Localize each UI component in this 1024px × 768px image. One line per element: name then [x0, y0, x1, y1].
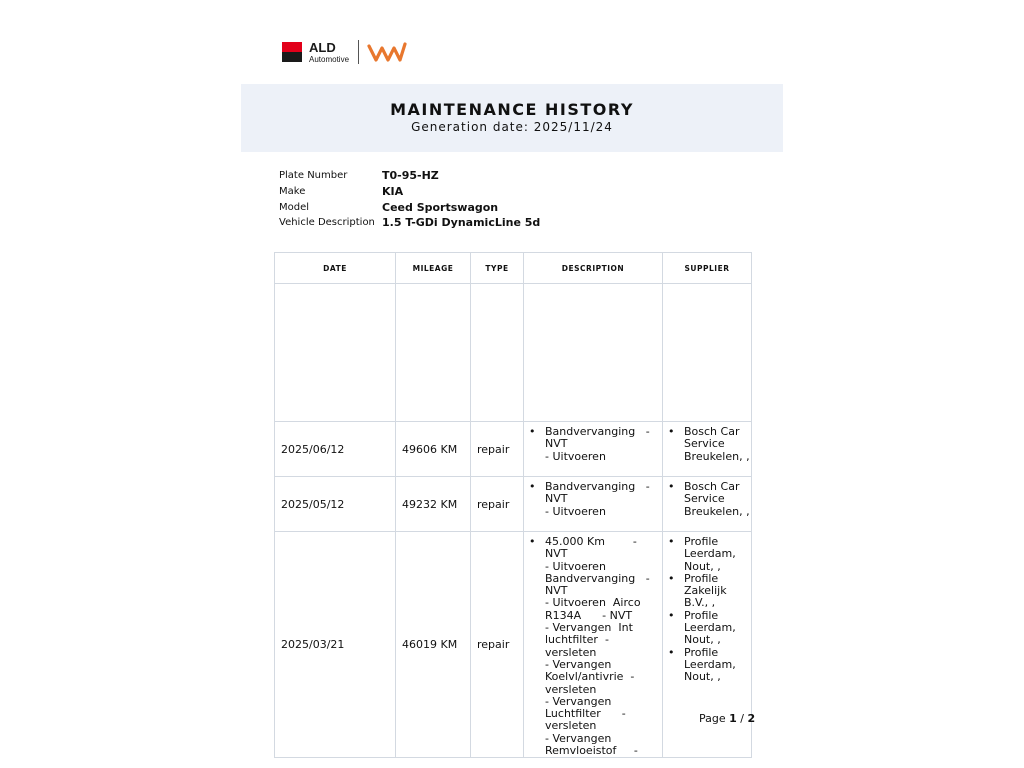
info-value: KIA: [382, 185, 404, 199]
supplier-item: • Profile Leerdam, Nout, ,: [668, 610, 751, 647]
supplier-item: • Profile Leerdam, Nout, ,: [668, 536, 751, 573]
description-cell: [524, 422, 663, 477]
supplier-item: • Profile Leerdam, Nout, ,: [668, 647, 751, 684]
mileage-cell: 46019 KM: [396, 532, 471, 758]
info-label: Model: [279, 201, 310, 213]
column-header-mileage: MILEAGE: [396, 253, 471, 284]
description-item: • 45.000 Km - NVT - Uitvoeren Bandvervanging - NVT - Uitvoeren Airco R134A - NVT - Vervangen Int luchtfilter - versleten - Vervangen Koelvl/antivrie - versleten - Vervangen Luchtfilter - versleten - Vervangen Remvloeistof -: [529, 536, 662, 757]
ald-logo-text: [309, 41, 349, 64]
type-cell: repair: [471, 532, 524, 758]
page-current: 1: [729, 712, 737, 725]
mileage-cell: 49232 KM: [396, 477, 471, 532]
type-cell: repair: [471, 422, 524, 477]
supplier-cell: [663, 477, 752, 532]
page-separator: /: [736, 712, 748, 725]
vehicle-info-row: [279, 184, 540, 200]
description-item: • Bandvervanging - NVT - Uitvoeren: [529, 481, 662, 518]
blank-cell: [396, 284, 471, 422]
date-cell: 2025/06/12: [275, 422, 396, 477]
info-label: Plate Number: [279, 170, 348, 182]
supplier-item: • Bosch Car Service Breukelen, ,: [668, 426, 751, 463]
description-cell: [524, 477, 663, 532]
info-value: T0-95-HZ: [382, 169, 439, 183]
blank-cell: [524, 284, 663, 422]
blank-cell: [663, 284, 752, 422]
blank-cell: [471, 284, 524, 422]
column-header-supplier: SUPPLIER: [663, 253, 752, 284]
description-item: • Bandvervanging - NVT - Uitvoeren: [529, 426, 662, 463]
table-row: [275, 477, 752, 532]
logo-divider: [358, 40, 359, 64]
supplier-cell: [663, 422, 752, 477]
blank-cell: [275, 284, 396, 422]
table-header-row: [275, 253, 752, 284]
column-header-date: DATE: [275, 253, 396, 284]
description-cell: [524, 532, 663, 758]
vehicle-info: [279, 168, 540, 231]
info-label: Make: [279, 186, 306, 198]
page-total: 2: [747, 712, 756, 725]
supplier-item: • Bosch Car Service Breukelen, ,: [668, 481, 751, 518]
date-cell: 2025/05/12: [275, 477, 396, 532]
table-row: [275, 422, 752, 477]
column-header-type: TYPE: [471, 253, 524, 284]
partner-logo-icon: [367, 40, 407, 64]
supplier-item: • Profile Zakelijk B.V., ,: [668, 573, 751, 610]
logo-brand: ALD: [309, 39, 336, 55]
table-row: [275, 532, 752, 758]
vehicle-info-row: [279, 199, 540, 215]
mileage-cell: 49606 KM: [396, 422, 471, 477]
info-label: Vehicle Description: [279, 217, 375, 229]
company-logo: [282, 40, 407, 64]
vehicle-info-row: [279, 215, 540, 231]
date-cell: 2025/03/21: [275, 532, 396, 758]
page-indicator: [699, 712, 755, 725]
blank-row: [275, 284, 752, 422]
logo-subtitle: Automotive: [309, 54, 350, 64]
vehicle-info-row: [279, 168, 540, 184]
ald-logo-icon: [282, 42, 302, 62]
column-header-description: DESCRIPTION: [524, 253, 663, 284]
generation-date: Generation date: 2025/11/24: [411, 120, 613, 134]
page-title: MAINTENANCE HISTORY: [390, 100, 634, 119]
info-value: Ceed Sportswagon: [382, 200, 499, 214]
type-cell: repair: [471, 477, 524, 532]
page-prefix: Page: [699, 712, 730, 725]
info-value: 1.5 T-GDi DynamicLine 5d: [382, 216, 541, 230]
